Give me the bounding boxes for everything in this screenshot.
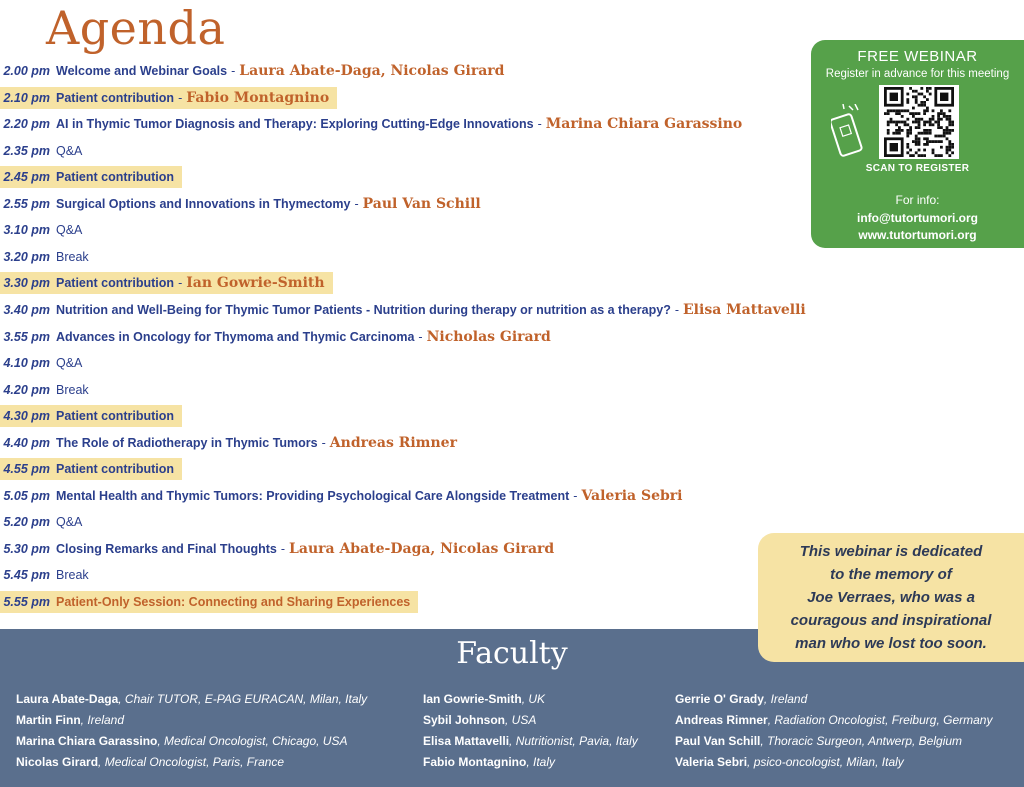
qr-code-icon[interactable] — [879, 85, 959, 159]
agenda-session-title: Patient contribution — [56, 170, 175, 185]
faculty-member — [423, 753, 638, 774]
faculty-role: , Medical Oncologist, Chicago, USA — [157, 734, 348, 748]
agenda-time: 4.10 pm — [3, 356, 50, 371]
agenda-item — [0, 352, 82, 374]
agenda-item — [0, 193, 481, 215]
faculty-member — [16, 732, 367, 753]
agenda-session-title: Patient contribution — [56, 462, 175, 477]
faculty-member — [675, 753, 992, 774]
agenda-item — [0, 87, 337, 109]
agenda-time: 5.20 pm — [3, 515, 50, 530]
agenda-item — [0, 60, 504, 82]
agenda-session-title: Break — [56, 568, 89, 583]
agenda-time: 2.55 pm — [3, 196, 50, 211]
faculty-role: , Ireland — [763, 692, 808, 706]
faculty-name: Valeria Sebri — [675, 755, 748, 769]
faculty-role: , Italy — [526, 755, 555, 769]
faculty-member — [16, 711, 367, 732]
webinar-subheading: Register in advance for this meeting — [825, 68, 1010, 80]
agenda-separator: - — [321, 435, 326, 450]
agenda-time: 4.30 pm — [3, 409, 50, 424]
faculty-role: , Radiation Oncologist, Freiburg, Germany — [767, 713, 993, 727]
agenda-time: 2.00 pm — [3, 64, 50, 78]
agenda-item — [0, 458, 182, 480]
agenda-item — [0, 326, 551, 348]
agenda-session-title: Welcome and Webinar Goals — [56, 64, 228, 78]
faculty-role: , Medical Oncologist, Paris, France — [98, 755, 285, 769]
agenda-time: 3.40 pm — [3, 302, 50, 317]
memorial-line: couragous and inspirational — [790, 612, 992, 629]
faculty-name: Laura Abate-Daga — [16, 692, 119, 706]
agenda-time: 4.55 pm — [3, 462, 50, 477]
agenda-separator: - — [178, 276, 183, 291]
agenda-time: 5.45 pm — [3, 568, 50, 583]
agenda-session-title: AI in Thymic Tumor Diagnosis and Therapy: Exploring Cutting-Edge Innovations — [56, 117, 534, 132]
agenda-item — [0, 511, 82, 533]
faculty-column-2 — [423, 690, 638, 774]
faculty-member — [675, 711, 992, 732]
agenda-session-title: Mental Health and Thymic Tumors: Providing Psychological Care Alongside Treatment — [56, 488, 570, 503]
agenda-time: 5.55 pm — [3, 595, 50, 609]
agenda-speaker: Laura Abate-Daga, Nicolas Girard — [289, 540, 555, 557]
agenda-time: 3.20 pm — [3, 249, 50, 264]
faculty-role: , psico-oncologist, Milan, Italy — [747, 755, 904, 769]
agenda-item — [0, 166, 182, 188]
agenda-item — [0, 299, 806, 321]
faculty-name: Ian Gowrie-Smith — [423, 692, 522, 706]
webinar-heading: FREE WEBINAR — [857, 48, 978, 65]
memorial-line: to the memory of — [830, 566, 952, 583]
faculty-title: Faculty — [456, 636, 568, 671]
agenda-time: 3.55 pm — [3, 329, 50, 344]
agenda-session-title: Closing Remarks and Final Thoughts — [56, 541, 277, 556]
scan-to-register-label: SCAN TO REGISTER — [865, 163, 970, 174]
memorial-line: This webinar is dedicated — [799, 543, 983, 560]
agenda-separator: - — [418, 329, 423, 344]
agenda-separator: - — [537, 117, 542, 132]
faculty-role: , Thoracic Surgeon, Antwerp, Belgium — [760, 734, 963, 748]
agenda-time: 3.10 pm — [3, 223, 50, 238]
agenda-item — [0, 379, 89, 401]
agenda-item — [0, 485, 682, 507]
agenda-separator: - — [280, 541, 286, 556]
agenda-session-title: Break — [56, 249, 89, 264]
faculty-role: , UK — [521, 692, 546, 706]
agenda-item — [0, 246, 89, 268]
agenda-speaker: Andreas Rimner — [329, 434, 457, 451]
agenda-session-title: Patient-Only Session: Connecting and Sharing Experiences — [56, 595, 411, 609]
agenda-speaker: Fabio Montagnino — [186, 89, 330, 106]
faculty-member — [675, 732, 992, 753]
faculty-member — [423, 690, 638, 711]
agenda-speaker: Marina Chiara Garassino — [545, 116, 743, 133]
agenda-item — [0, 140, 82, 162]
agenda-session-title: Break — [56, 382, 89, 397]
faculty-name: Marina Chiara Garassino — [16, 734, 158, 748]
agenda-time: 2.10 pm — [3, 90, 50, 105]
agenda-session-title: Q&A — [56, 143, 83, 158]
agenda-speaker: Elisa Mattavelli — [683, 301, 806, 318]
webinar-box — [811, 40, 1024, 248]
faculty-column-3 — [675, 690, 992, 774]
faculty-name: Martin Finn — [16, 713, 81, 727]
agenda-item — [0, 405, 182, 427]
agenda-time: 4.40 pm — [3, 435, 50, 450]
agenda-item — [0, 432, 457, 454]
agenda-session-title: The Role of Radiotherapy in Thymic Tumors — [56, 435, 318, 450]
faculty-name: Fabio Montagnino — [423, 755, 527, 769]
agenda-time: 2.35 pm — [3, 143, 50, 158]
agenda-item — [0, 219, 82, 241]
agenda-session-title: Surgical Options and Innovations in Thymectomy — [56, 196, 351, 211]
faculty-name: Elisa Mattavelli — [423, 734, 510, 748]
agenda-item — [0, 113, 742, 135]
agenda-item — [0, 564, 89, 586]
faculty-name: Gerrie O' Grady — [675, 692, 764, 706]
memorial-line: Joe Verraes, who was a — [807, 589, 975, 606]
agenda-separator: - — [231, 64, 236, 78]
agenda-speaker: Nicholas Girard — [426, 328, 551, 345]
faculty-name: Sybil Johnson — [423, 713, 506, 727]
faculty-role: , Nutritionist, Pavia, Italy — [509, 734, 638, 748]
agenda-item — [0, 538, 554, 560]
phone-icon — [831, 104, 867, 163]
agenda-time: 4.20 pm — [3, 382, 50, 397]
faculty-member — [423, 732, 638, 753]
faculty-role: , USA — [505, 713, 537, 727]
agenda-item — [0, 272, 333, 294]
agenda-separator: - — [354, 196, 359, 211]
agenda-session-title: Patient contribution — [56, 409, 175, 424]
faculty-role: , Ireland — [80, 713, 125, 727]
agenda-session-title: Q&A — [56, 223, 83, 238]
faculty-member — [16, 690, 367, 711]
faculty-member — [16, 753, 367, 774]
agenda-separator: - — [178, 90, 183, 105]
faculty-name: Paul Van Schill — [675, 734, 761, 748]
info-email-link[interactable]: info@tutortumori.org — [856, 211, 978, 225]
agenda-session-title: Nutrition and Well-Being for Thymic Tumor Patients - Nutrition during therapy or nutrition as a therapy? — [56, 302, 671, 317]
agenda-session-title: Q&A — [56, 515, 83, 530]
agenda-session-title: Patient contribution — [56, 90, 175, 105]
faculty-role: , Chair TUTOR, E-PAG EURACAN, Milan, Italy — [118, 692, 368, 706]
faculty-name: Andreas Rimner — [675, 713, 768, 727]
faculty-member — [675, 690, 992, 711]
agenda-time: 3.30 pm — [3, 276, 50, 291]
agenda-speaker: Valeria Sebri — [581, 487, 683, 504]
agenda-session-title: Patient contribution — [56, 276, 175, 291]
agenda-session-title: Q&A — [56, 356, 83, 371]
agenda-time: 5.30 pm — [3, 541, 50, 556]
website-link[interactable]: www.tutortumori.org — [858, 228, 977, 242]
faculty-name: Nicolas Girard — [16, 755, 99, 769]
agenda-separator: - — [674, 302, 680, 317]
info-label: For info: — [895, 193, 940, 207]
faculty-column-1 — [16, 690, 367, 774]
agenda-speaker: Laura Abate-Daga, Nicolas Girard — [239, 63, 505, 79]
agenda-item — [0, 591, 418, 613]
agenda-time: 5.05 pm — [3, 488, 50, 503]
agenda-speaker: Ian Gowrie-Smith — [186, 275, 325, 292]
agenda-title: Agenda — [46, 1, 226, 55]
agenda-session-title: Advances in Oncology for Thymoma and Thymic Carcinoma — [56, 329, 415, 344]
agenda-time: 2.20 pm — [3, 117, 50, 132]
faculty-member — [423, 711, 638, 732]
memorial-line: man who we lost too soon. — [795, 635, 987, 652]
agenda-separator: - — [573, 488, 578, 503]
agenda-time: 2.45 pm — [3, 170, 50, 185]
memorial-note — [758, 533, 1024, 662]
agenda-speaker: Paul Van Schill — [362, 195, 481, 212]
